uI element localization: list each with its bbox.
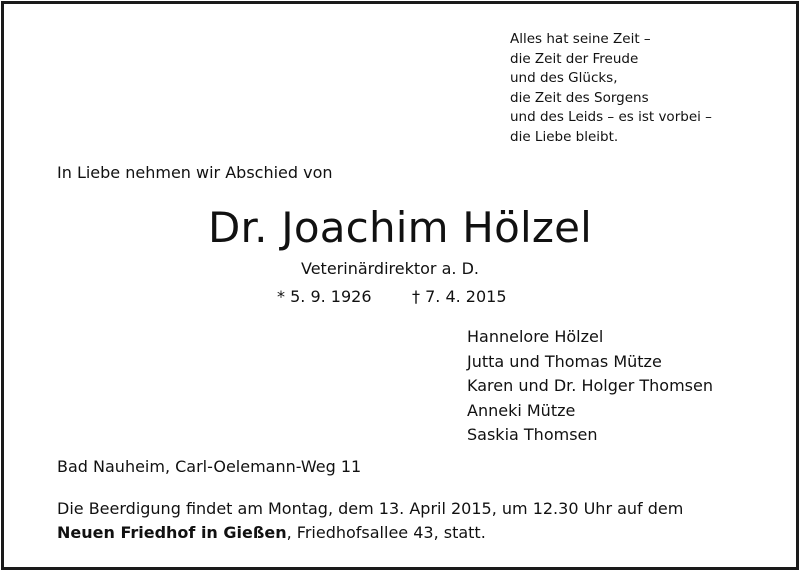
mourner-name: Karen und Dr. Holger Thomsen (467, 376, 713, 395)
poem-line: und des Leids – es ist vorbei – (510, 109, 712, 125)
funeral-info (57, 497, 683, 545)
mourner-name: Hannelore Hölzel (467, 327, 604, 346)
address: Bad Nauheim, Carl-Oelemann-Weg 11 (57, 457, 362, 476)
mourner-name: Saskia Thomsen (467, 425, 598, 444)
intro-text: In Liebe nehmen wir Abschied von (57, 163, 333, 182)
mourners-list (467, 325, 713, 448)
poem-line: die Zeit des Sorgens (510, 89, 649, 106)
mourner-name: Anneki Mütze (467, 400, 576, 420)
poem-line: und des Glücks, (510, 70, 618, 86)
death-date: † 7. 4. 2015 (412, 287, 507, 306)
funeral-line-2 (57, 521, 683, 545)
poem-line: Alles hat seine Zeit – (510, 31, 651, 47)
cemetery-name: Neuen Friedhof in Gießen (57, 523, 287, 542)
mourner-name: Jutta und Thomas Mütze (467, 351, 662, 371)
birth-date: * 5. 9. 1926 (277, 287, 372, 306)
funeral-line-1: Die Beerdigung findet am Montag, dem 13. April 2015, um 12.30 Uhr auf dem (57, 499, 684, 518)
poem-quote (510, 30, 712, 147)
cemetery-address: , Friedhofsallee 43, statt. (286, 523, 486, 542)
poem-line: die Liebe bleibt. (510, 128, 619, 145)
deceased-title: Veterinärdirektor a. D. (301, 259, 479, 278)
poem-line: die Zeit der Freude (510, 50, 639, 67)
deceased-name: Dr. Joachim Hölzel (207, 203, 593, 252)
